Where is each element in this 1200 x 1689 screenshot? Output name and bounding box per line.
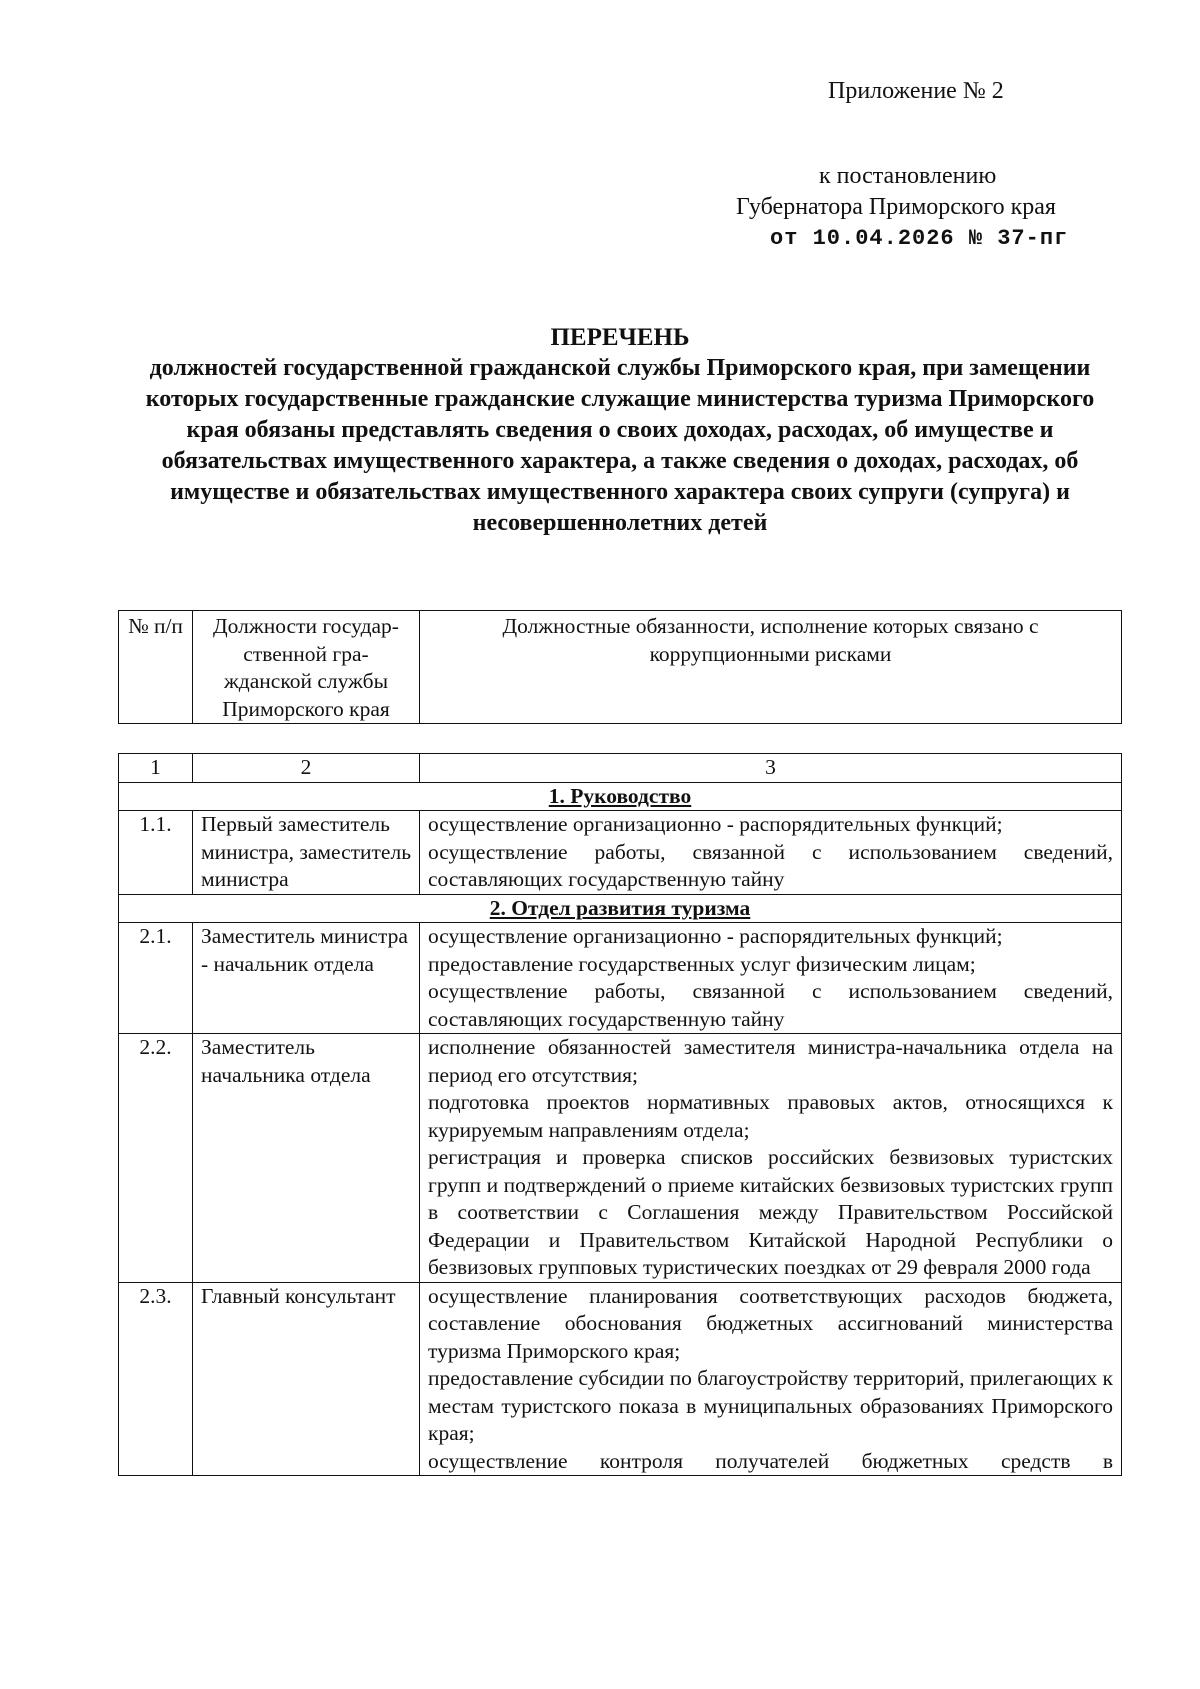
duty-item: регистрация и проверка списков российских безвизовых туристских групп и подтверждений о приеме китайских безвизовых туристских групп в соответствии с Соглашения между Правительством Российской Федерации и Правительством Китайской Народной Республики о безвизовых групповых туристических поездках от 29 февраля 2000 года: [428, 1145, 1113, 1279]
row-duties: [420, 923, 1122, 1034]
decree-reference: [736, 161, 1136, 254]
row-position: Заместитель министра - начальник отдела: [193, 923, 420, 1034]
row-number: 2.3.: [119, 1282, 193, 1476]
appendix-label: Приложение № 2: [828, 78, 1004, 104]
column-number-1: 1: [119, 754, 193, 783]
section-row: [119, 782, 1122, 811]
row-number: 2.2.: [119, 1034, 193, 1283]
table-row: [119, 1034, 1122, 1283]
title-heading: ПЕРЕЧЕНЬ: [550, 324, 690, 351]
row-number: 2.1.: [119, 923, 193, 1034]
table-row: [119, 1282, 1122, 1476]
decree-ref-line2: Губернатора Приморского края: [736, 194, 1056, 220]
column-number-2: 2: [193, 754, 420, 783]
column-number-3: 3: [420, 754, 1122, 783]
duty-item: осуществление планирования соответствующих расходов бюджета, составление обоснования бюджетных ассигнований министерства туризма Приморского края;: [428, 1283, 1113, 1363]
header-duties-cell: Должностные обязанности, исполнение которых связано с коррупционными рисками: [420, 611, 1122, 724]
duty-item: осуществление контроля получателей бюджетных средств в: [428, 1448, 1113, 1473]
section-title: 1. Руководство: [119, 782, 1122, 811]
duty-item: осуществление организационно - распорядительных функций;: [428, 812, 1003, 836]
decree-number: от 10.04.2026 № 37-пг: [770, 226, 1069, 251]
table-header: [118, 610, 1122, 724]
duty-item: исполнение обязанностей заместителя министра-начальника отдела на период его отсутствия;: [428, 1035, 1113, 1087]
row-position: Заместитель начальника отдела: [193, 1034, 420, 1283]
table-row: [119, 923, 1122, 1034]
duty-item: осуществление работы, связанной с использованием сведений, составляющих государственную тайну: [428, 979, 1113, 1031]
row-duties: [420, 811, 1122, 895]
title-subtitle: должностей государственной гражданской службы Приморского края, при замещении которых государственные гражданские служащие министерства туризма Приморского края обязаны представлять сведения о своих доходах, расходах, об имуществе и обязательствах имущественного характера, а также сведения о доходах, расходах, об имуществе и обязательствах имущественного характера своих супруги (супруга) и несовершеннолетних детей: [145, 355, 1095, 536]
duty-item: предоставление субсидии по благоустройству территорий, прилегающих к местам туристского показа в муниципальных образованиях Приморского края;: [428, 1366, 1113, 1445]
duty-item: осуществление организационно - распорядительных функций;: [428, 924, 1003, 948]
row-number: 1.1.: [119, 811, 193, 895]
row-duties: [420, 1034, 1122, 1283]
duty-item: подготовка проектов нормативных правовых актов, относящихся к курируемым направлениям отдела;: [428, 1090, 1113, 1142]
table-header-row: [119, 611, 1122, 724]
duty-item: осуществление работы, связанной с использованием сведений, составляющих государственную тайну: [428, 839, 1113, 891]
header-position-cell: Должности государ-ственной гра-жданской службы Приморского края: [193, 611, 420, 724]
row-duties: [420, 1282, 1122, 1476]
duty-item: предоставление государственных услуг физическим лицам;: [428, 951, 976, 976]
decree-ref-line1: к постановлению: [819, 163, 997, 189]
positions-table: [118, 753, 1122, 1476]
document-title: [130, 322, 1110, 539]
header-number-cell: № п/п: [119, 611, 193, 724]
row-position: Первый заместитель министра, заместитель министра: [193, 811, 420, 895]
row-position: Главный консультант: [193, 1282, 420, 1476]
section-title: 2. Отдел развития туризма: [119, 894, 1122, 923]
table-row: [119, 811, 1122, 895]
section-row: [119, 894, 1122, 923]
column-number-row: [119, 754, 1122, 783]
